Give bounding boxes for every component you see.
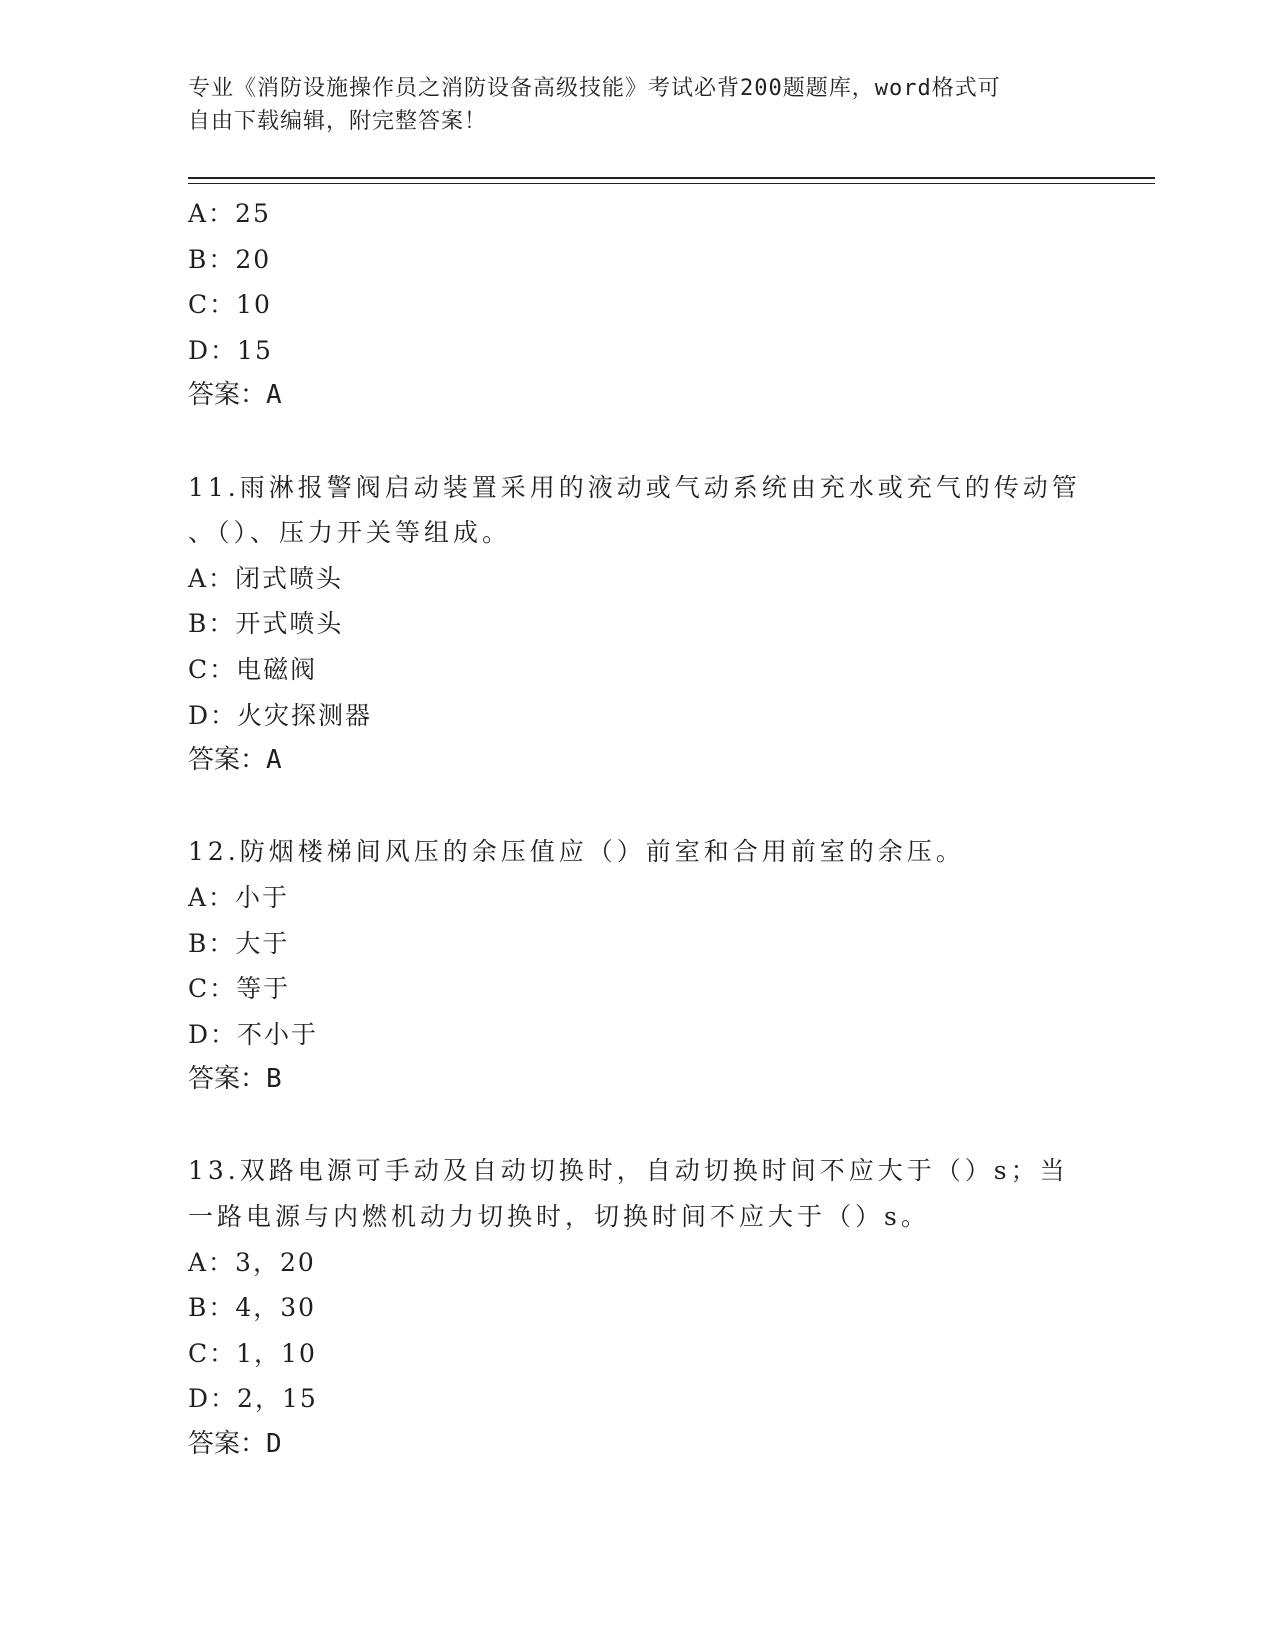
spacer [188,1103,1148,1149]
option-b: B：开式喷头 [188,609,344,639]
option-b: B：20 [188,244,272,274]
question-stem-line: 12.防烟楼梯间风压的余压值应（）前室和合用前室的余压。 [188,837,965,867]
option-d: D：15 [188,335,273,365]
document-header [188,72,1088,138]
header-title-line-1: 专业《消防设施操作员之消防设备高级技能》考试必背200题题库，word格式可 [188,76,1001,101]
option-b: B：大于 [188,928,290,958]
header-title-line-2: 自由下载编辑，附完整答案！ [188,109,488,134]
option-d: D：不小于 [188,1019,319,1049]
option-a: A：3，20 [188,1247,316,1277]
option-c: C：10 [188,290,272,320]
question-block-12 [188,829,1148,1103]
question-block-11 [188,465,1148,784]
option-d: D：2，15 [188,1384,318,1414]
question-stem-line: 13.双路电源可手动及自动切换时，自动切换时间不应大于（）s；当 [188,1156,1069,1186]
answer-line: 答案：B [188,1064,282,1095]
header-divider-thin [188,183,1155,184]
option-c: C：电磁阀 [188,654,318,684]
option-a: A：闭式喷头 [188,563,344,593]
question-stem-line: 11.雨淋报警阀启动装置采用的液动或气动系统由充水或充气的传动管 [188,472,1081,502]
option-a: A：小于 [188,882,290,912]
answer-line: 答案：A [188,380,282,411]
answer-line: 答案：D [188,1429,282,1460]
question-list [188,191,1148,1468]
question-block-10 [188,191,1148,419]
spacer [188,419,1148,465]
question-block-13 [188,1148,1148,1467]
question-stem-line: 、（）、压力开关等组成。 [188,518,512,548]
option-d: D：火灾探测器 [188,700,373,730]
option-b: B：4，30 [188,1293,317,1323]
header-divider-thick [188,177,1155,179]
question-stem-line: 一路电源与内燃机动力切换时，切换时间不应大于（）s。 [188,1202,930,1232]
spacer [188,784,1148,830]
option-c: C：1，10 [188,1338,317,1368]
option-a: A：25 [188,199,271,228]
answer-line: 答案：A [188,745,282,776]
option-c: C：等于 [188,974,291,1004]
